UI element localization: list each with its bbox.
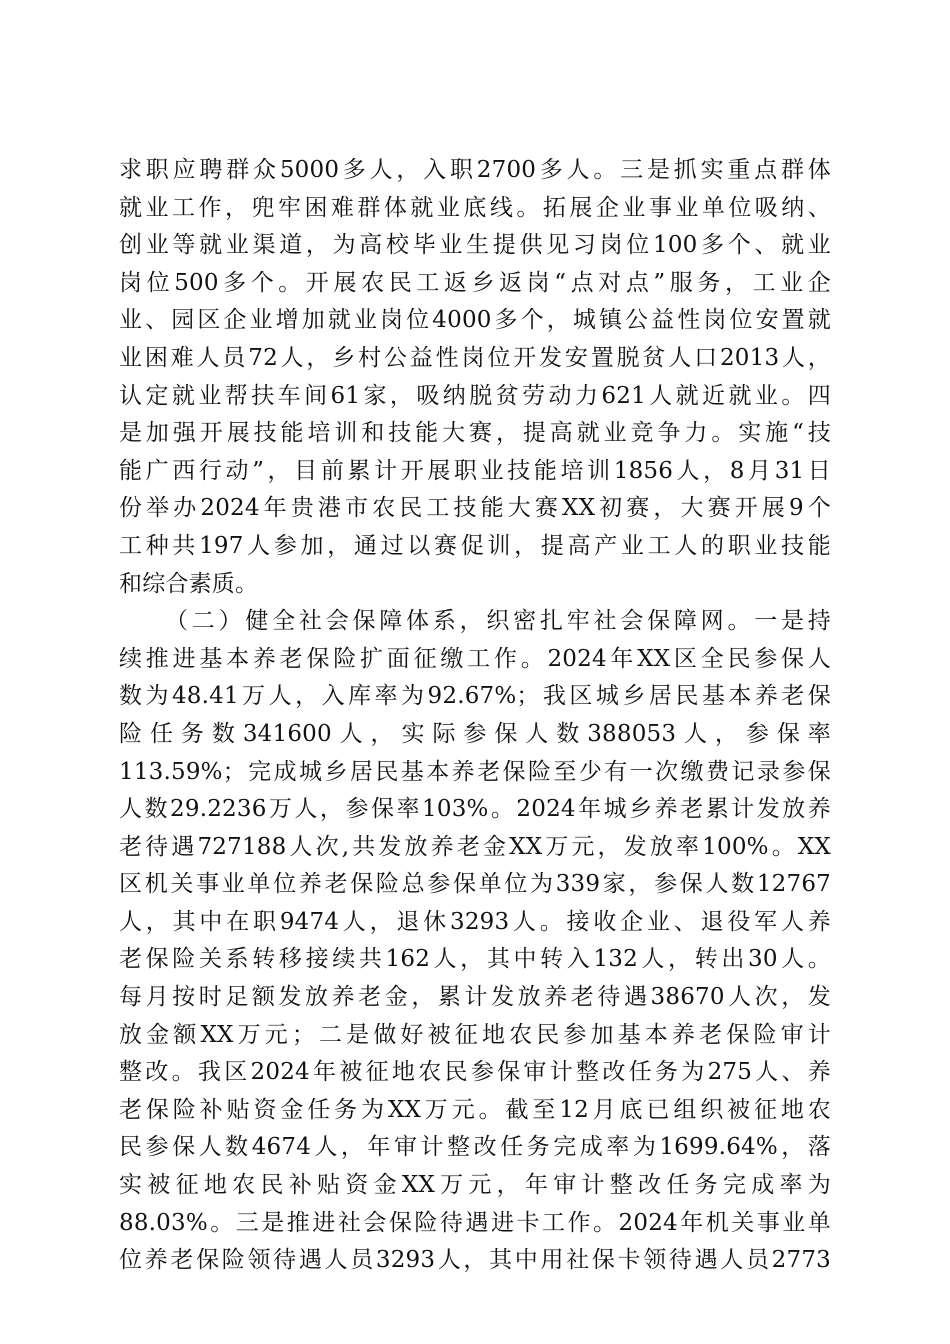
text-line: 业、园区企业增加就业岗位4000多个，城镇公益性岗位安置就	[119, 307, 831, 334]
text-line: 工种共197人参加，通过以赛促训，提高产业工人的职业技能	[119, 532, 831, 559]
text-line: 险任务数341600人，实际参保人数388053人，参保率	[119, 720, 831, 747]
document-body	[119, 152, 831, 1280]
text-line: 是加强开展技能培训和技能大赛，提高就业竞争力。实施“技	[119, 420, 831, 447]
text-line: 人，其中在职9474人，退休3293人。接收企业、退役军人养	[119, 908, 831, 935]
text-line: 人数29.2236万人，参保率103%。2024年城乡养老累计发放养	[119, 796, 831, 823]
text-line: 位养老保险领待遇人员3293人，其中用社保卡领待遇人员2773	[119, 1247, 831, 1274]
text-line: 认定就业帮扶车间61家，吸纳脱贫劳动力621人就近就业。四	[119, 382, 831, 409]
paragraph-employment	[119, 152, 831, 603]
text-line: 数为48.41万人，入库率为92.67%；我区城乡居民基本养老保	[119, 683, 831, 710]
text-line: 求职应聘群众5000多人，入职2700多人。三是抓实重点群体	[119, 157, 831, 183]
text-line: 能广西行动”，目前累计开展职业技能培训1856人，8月31日	[119, 457, 831, 484]
text-line: 岗位500多个。开展农民工返乡返岗“点对点”服务，工业企	[119, 269, 831, 296]
text-line: 88.03%。三是推进社会保险待遇进卡工作。2024年机关事业单	[119, 1209, 831, 1236]
text-line: 就业工作，兜牢困难群体就业底线。拓展企业事业单位吸纳、	[119, 194, 831, 221]
paragraph-social-security	[119, 603, 831, 1280]
text-line: 续推进基本养老保险扩面征缴工作。2024年XX区全民参保人	[119, 645, 831, 672]
text-line: 区机关事业单位养老保险总参保单位为339家，参保人数12767	[119, 871, 831, 898]
section-heading-line: （二）健全社会保障体系，织密扎牢社会保障网。一是持	[165, 608, 831, 635]
text-line: 和综合素质。	[119, 570, 259, 597]
text-line: 放金额XX万元；二是做好被征地农民参加基本养老保险审计	[119, 1021, 831, 1048]
text-line: 113.59%；完成城乡居民基本养老保险至少有一次缴费记录参保	[119, 758, 831, 785]
text-line: 业困难人员72人，乡村公益性岗位开发安置脱贫人口2013人，	[119, 344, 831, 371]
text-line: 整改。我区2024年被征地农民参保审计整改任务为275人、养	[119, 1059, 831, 1086]
text-line: 创业等就业渠道，为高校毕业生提供见习岗位100多个、就业	[119, 232, 831, 259]
text-line: 份举办2024年贵港市农民工技能大赛XX初赛，大赛开展9个	[119, 495, 831, 522]
text-line: 民参保人数4674人，年审计整改任务完成率为1699.64%，落	[119, 1134, 831, 1161]
text-line: 实被征地农民补贴资金XX万元，年审计整改任务完成率为	[119, 1172, 831, 1199]
text-line: 老保险补贴资金任务为XX万元。截至12月底已组织被征地农	[119, 1096, 831, 1123]
text-line: 老保险关系转移接续共162人，其中转入132人，转出30人。	[119, 946, 831, 973]
text-line: 每月按时足额发放养老金，累计发放养老待遇38670人次，发	[119, 984, 831, 1011]
text-line: 老待遇727188人次,共发放养老金XX万元，发放率100%。XX	[119, 833, 831, 860]
